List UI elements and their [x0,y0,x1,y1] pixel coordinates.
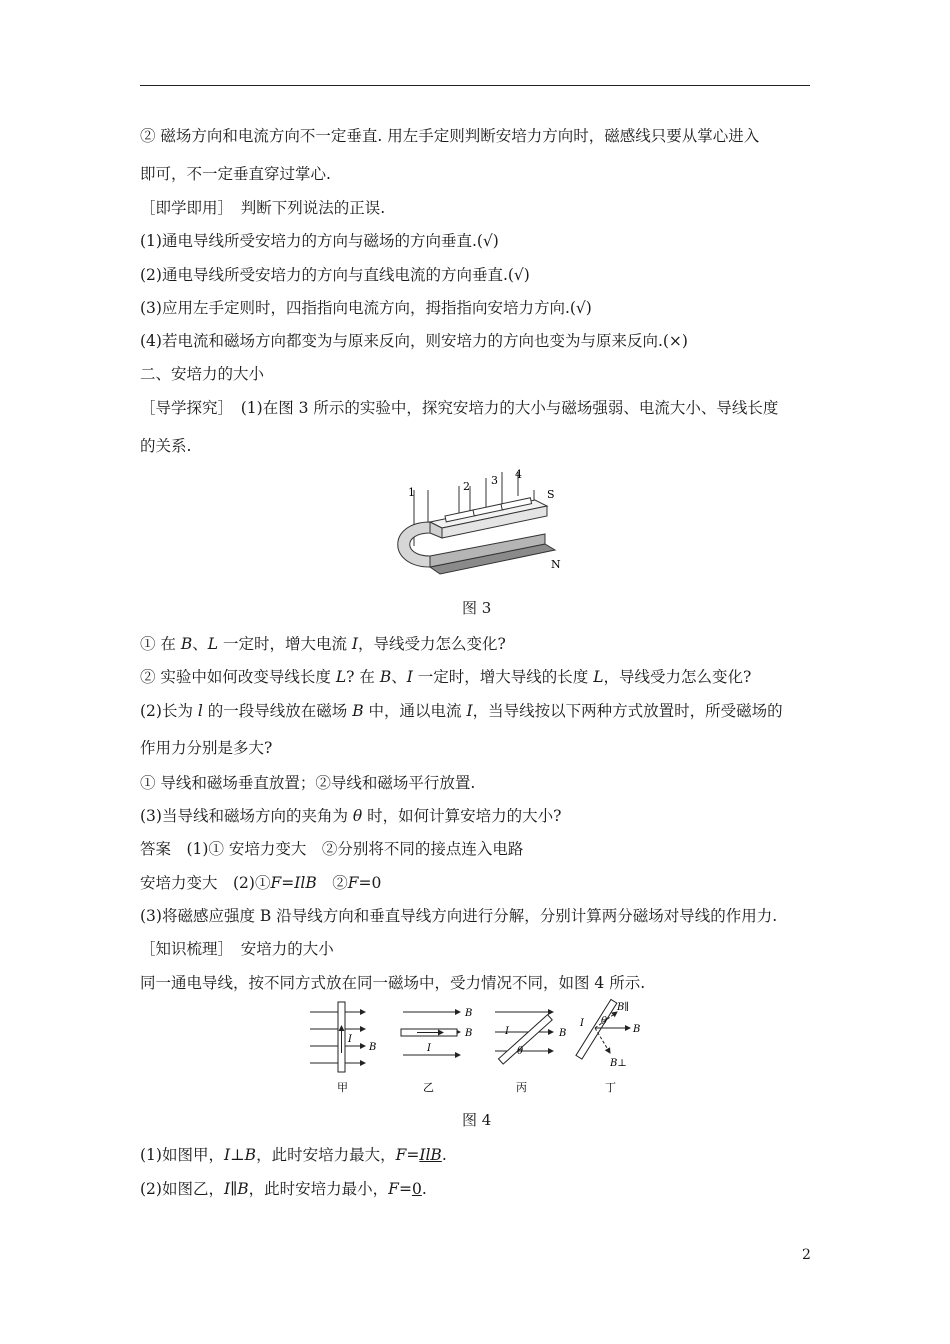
text-span: ，此时安培力最小， [248,1180,389,1198]
symbol-theta: θ [352,807,363,825]
figure-4-panel-2: 乙 [423,1081,434,1094]
text-span: 的一段导线放在磁场 [202,702,353,720]
figure-4-label-i-4: I [580,1018,584,1029]
text-line [140,667,751,687]
text-line [140,1179,427,1199]
answer-blank-zero: 0 [411,1180,422,1198]
text-line: (4)若电流和磁场方向都变为与原来反向，则安培力的方向也变为与原来反向.(×) [140,332,688,350]
page-number: 2 [802,1247,811,1263]
figure-4-label-b-3: B [559,1028,567,1039]
symbol-b: B [237,1180,249,1198]
text-line: 即可，不一定垂直穿过掌心. [140,165,331,183]
text-span: 安培力变大 (2)① [140,874,271,892]
text-span: ⊥ [230,1146,245,1164]
symbol-i: I [406,668,413,686]
figure-4-panel-1: 甲 [337,1081,348,1094]
figure-4-orientations [305,998,655,1098]
figure-4-label-b-perp: B⊥ [610,1058,627,1069]
answer-blank-ilb: IlB [419,1146,442,1164]
text-span: = [398,1180,412,1198]
symbol-b: B [379,668,392,686]
symbol-i: I [223,1180,231,1198]
text-span: ② 实验中如何改变导线长度 [140,668,336,686]
text-span: = [281,874,295,892]
text-line: 同一通电导线，按不同方式放在同一磁场中，受力情况不同，如图 4 所示. [140,974,646,992]
figure-3-pole-n: N [551,558,561,571]
text-span: 一定时，增大导线的长度 [412,668,594,686]
text-line [140,873,381,893]
text-line [140,806,561,826]
figure-4-label-b-4: B [633,1024,641,1035]
text-span: ，此时安培力最大， [256,1146,396,1164]
text-span: (1)如图甲， [140,1146,224,1164]
text-line: ① 导线和磁场垂直放置；②导线和磁场平行放置. [140,774,476,792]
figure-4-label-b-parallel: B∥ [617,1002,629,1013]
figure-4-label-i-1: I [348,1034,352,1045]
text-span: = [406,1146,420,1164]
formula-ilb: IlB [294,874,317,892]
text-line: (3)应用左手定则时，四指指向电流方向，拇指指向安培力方向.(√) [140,299,592,317]
symbol-i: I [466,702,473,720]
symbol-f: F [347,874,359,892]
text-span: 中，通以电流 [363,702,467,720]
text-line: (2)通电导线所受安培力的方向与直线电流的方向垂直.(√) [140,266,530,284]
figure-4-caption: 图 4 [462,1111,492,1129]
text-span: ② [316,874,348,892]
figure-4-label-b-2a: B [465,1008,473,1019]
text-span: 时，如何计算安培力的大小? [362,807,562,825]
text-line: ［导学探究］ (1)在图 3 所示的实验中，探究安培力的大小与磁场强弱、电流大小、导线长度 [140,399,779,417]
text-span: =0 [358,874,382,892]
text-line [140,1145,447,1165]
symbol-b: B [180,635,193,653]
text-line: ［知识梳理］ 安培力的大小 [140,940,334,958]
header-rule [140,85,810,86]
text-span: . [441,1146,447,1164]
text-line: (1)通电导线所受安培力的方向与磁场的方向垂直.(√) [140,232,499,250]
text-line: 的关系. [140,437,192,455]
text-span: 、 [391,668,407,686]
figure-4-label-b-1: B [369,1042,377,1053]
figure-4-panel-3: 丙 [516,1081,527,1094]
text-span: ? 在 [346,668,380,686]
figure-3-label-2: 2 [463,480,470,493]
text-line [140,701,783,721]
symbol-i: I [351,635,359,653]
figure-3-magnet [385,464,585,580]
text-span: ∥ [230,1180,238,1198]
text-line: ② 磁场方向和电流方向不一定垂直. 用左手定则判断安培力方向时，磁感线只要从掌心进入 [140,127,760,145]
symbol-f: F [388,1180,399,1198]
text-span: ，导线受力怎么变化? [603,668,752,686]
figure-3-label-3: 3 [491,474,498,487]
symbol-f: F [270,874,282,892]
figure-3-label-4: 4 [515,468,522,481]
text-span: (2)如图乙， [140,1180,224,1198]
figure-4-label-theta-3: θ [517,1046,524,1057]
text-line [140,634,506,654]
text-span: 、 [192,635,208,653]
symbol-l: L [335,668,347,686]
text-line: (3)将磁感应强度 B 沿导线方向和垂直导线方向进行分解，分别计算两分磁场对导线的作用力. [140,907,778,925]
symbol-l: L [593,668,604,686]
figure-4-label-b-2b: B [465,1028,473,1039]
symbol-i: I [223,1146,231,1164]
section-heading: 二、安培力的大小 [140,365,265,383]
text-span: 一定时，增大电流 [218,635,352,653]
figure-4-label-i-2: I [427,1043,431,1054]
text-span: ① 在 [140,635,181,653]
figure-3-caption: 图 3 [462,599,492,617]
figure-3-label-1: 1 [408,486,415,499]
text-span: . [421,1180,427,1198]
symbol-l: l [197,702,203,720]
figure-4-panel-4: 丁 [605,1081,616,1094]
symbol-b: B [352,702,364,720]
text-span: (3)当导线和磁场方向的夹角为 [140,807,353,825]
text-line: ［即学即用］ 判断下列说法的正误. [140,199,386,217]
symbol-f: F [395,1146,407,1164]
text-span: ，当导线按以下两种方式放置时，所受磁场的 [472,702,783,720]
figure-3-pole-s: S [547,488,555,501]
symbol-l: L [207,635,219,653]
answer-line: 答案 (1)① 安培力变大 ②分别将不同的接点连入电路 [140,840,524,858]
text-line: 作用力分别是多大? [140,739,273,757]
figure-4-label-i-3: I [505,1026,509,1037]
figure-4-label-theta-4: θ [601,1016,608,1027]
symbol-b: B [244,1146,257,1164]
text-span: ，导线受力怎么变化? [358,635,506,653]
text-span: (2)长为 [140,702,198,720]
